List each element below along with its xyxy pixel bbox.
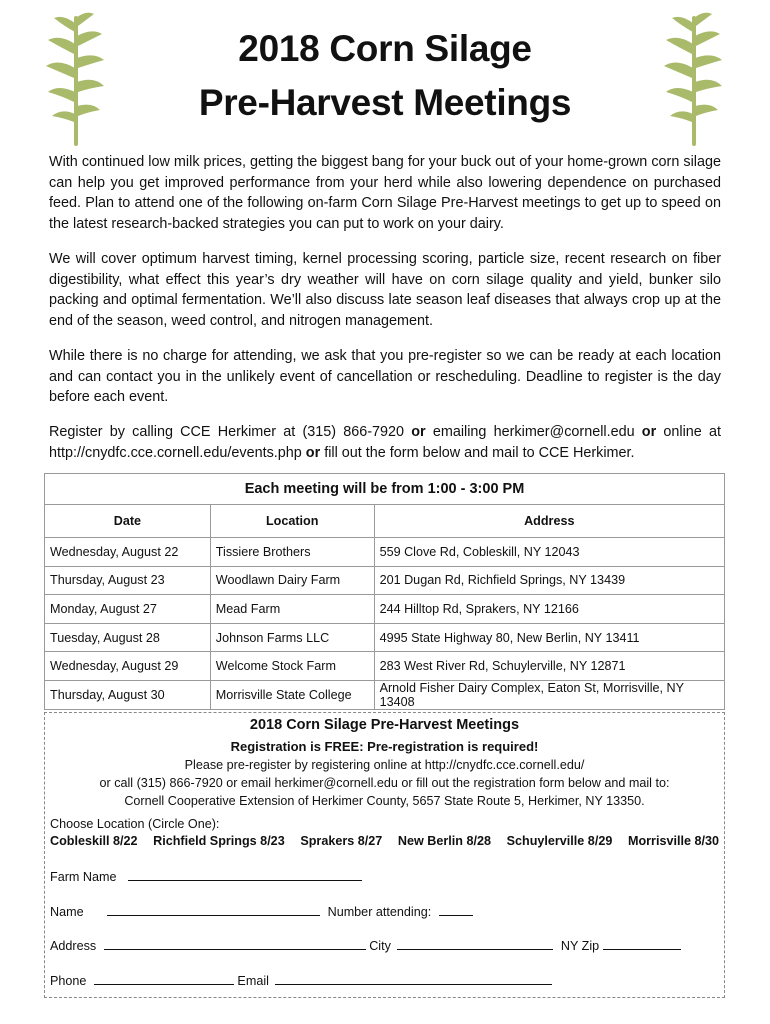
location-option-richfield-springs[interactable]: Richfield Springs 8/23	[153, 834, 285, 848]
location-option-schuylerville[interactable]: Schuylerville 8/29	[506, 834, 613, 848]
cell-date: Monday, August 27	[45, 595, 211, 624]
register-text-1: Register by calling CCE Herkimer at (315) 866-7920	[49, 424, 412, 440]
location-option-new-berlin[interactable]: New Berlin 8/28	[397, 834, 491, 848]
farm-name-label: Farm Name	[50, 870, 117, 884]
topics-paragraph: We will cover optimum harvest timing, kernel processing scoring, particle size, recent research on fiber digestibility, what effect this year’s dry weather will have on corn silage quality and yield, bunker silo packing and optimal fermentation. We’ll also discuss late season leaf diseases that always crop up at the end of the season, weed control, and nitrogen management.	[49, 251, 721, 329]
number-attending-label: Number attending:	[327, 905, 432, 919]
cell-address: 244 Hilltop Rd, Sprakers, NY 12166	[374, 595, 724, 624]
phone-label: Phone	[50, 974, 87, 988]
register-text-4: fill out the form below and mail to CCE Herkimer.	[320, 444, 635, 461]
name-field[interactable]	[107, 904, 320, 916]
cell-location: Johnson Farms LLC	[210, 623, 374, 652]
cell-location: Tissiere Brothers	[210, 538, 374, 567]
intro-paragraph: With continued low milk prices, getting the biggest bang for your buck out of your home-grown corn silage can help you get improved performance from your herd while also lowering dependence on purchased feed. Plan to attend one of the following on-farm Corn Silage Pre-Harvest meetings to get up to speed on the latest research-backed strategies you can put to work on your dairy.	[49, 154, 721, 232]
farm-name-row	[50, 869, 362, 884]
name-row	[50, 904, 473, 919]
table-row	[45, 652, 725, 681]
cell-date: Wednesday, August 22	[45, 538, 211, 567]
column-header-location: Location	[210, 505, 374, 538]
registration-title: 2018 Corn Silage Pre-Harvest Meetings	[249, 717, 520, 733]
phone-field[interactable]	[94, 973, 234, 985]
email-field[interactable]	[275, 973, 552, 985]
register-instructions-paragraph	[49, 422, 721, 463]
ny-zip-field[interactable]	[603, 938, 681, 950]
title-line-2: Pre-Harvest Meetings	[198, 82, 572, 123]
location-option-sprakers[interactable]: Sprakers 8/27	[300, 834, 383, 848]
location-options	[50, 834, 719, 848]
registration-subtitle: Registration is FREE: Pre-registration is required!	[230, 739, 539, 754]
or-text: or	[305, 444, 321, 461]
phone-row	[50, 973, 552, 988]
registration-form	[44, 712, 725, 998]
register-text-3: online at http://cnydfc.cce.cornell.edu/events.php	[49, 424, 721, 461]
registration-note-paragraph: While there is no charge for attending, we ask that you pre-register so we can be ready at each location and can contact you in the unlikely event of cancellation or rescheduling. Deadline to register is the day before each event.	[49, 348, 721, 406]
registration-online-line: Please pre-register by registering online at http://cnydfc.cce.cornell.edu/	[184, 758, 585, 772]
table-row	[45, 623, 725, 652]
email-label: Email	[237, 974, 269, 988]
cell-date: Tuesday, August 28	[45, 623, 211, 652]
choose-location-label: Choose Location (Circle One):	[50, 817, 220, 831]
cell-address: 4995 State Highway 80, New Berlin, NY 13411	[374, 623, 724, 652]
city-label: City	[369, 939, 391, 953]
ny-zip-label: NY Zip	[560, 939, 600, 953]
or-text: or	[641, 424, 657, 440]
registration-mail-address: Cornell Cooperative Extension of Herkimer County, 5657 State Route 5, Herkimer, NY 13350.	[124, 794, 645, 808]
column-header-address: Address	[374, 505, 724, 538]
location-option-morrisville[interactable]: Morrisville 8/30	[627, 834, 719, 848]
column-header-date: Date	[45, 505, 211, 538]
cell-address: 283 West River Rd, Schuylerville, NY 12871	[374, 652, 724, 681]
name-label: Name	[50, 905, 84, 919]
cell-location: Mead Farm	[210, 595, 374, 624]
table-row	[45, 566, 725, 595]
meeting-schedule-table	[44, 473, 725, 710]
cell-address: 559 Clove Rd, Cobleskill, NY 12043	[374, 538, 724, 567]
cell-date: Thursday, August 30	[45, 680, 211, 709]
cell-location: Morrisville State College	[210, 680, 374, 709]
title-line-1: 2018 Corn Silage	[238, 28, 532, 69]
table-row	[45, 538, 725, 567]
cell-date: Thursday, August 23	[45, 566, 211, 595]
city-field[interactable]	[397, 938, 553, 950]
address-field[interactable]	[104, 938, 366, 950]
cell-address: 201 Dugan Rd, Richfield Springs, NY 13439	[374, 566, 724, 595]
cell-location: Welcome Stock Farm	[210, 652, 374, 681]
registration-contact-line: or call (315) 866-7920 or email herkimer@cornell.edu or fill out the registration form below and mail to:	[99, 776, 670, 790]
farm-name-field[interactable]	[128, 869, 362, 881]
or-text: or	[411, 424, 426, 440]
address-label: Address	[50, 939, 97, 953]
address-row	[50, 938, 681, 953]
register-text-2: emailing herkimer@cornell.edu	[425, 424, 642, 440]
cell-date: Wednesday, August 29	[45, 652, 211, 681]
table-row	[45, 595, 725, 624]
cell-location: Woodlawn Dairy Farm	[210, 566, 374, 595]
cell-address: Arnold Fisher Dairy Complex, Eaton St, Morrisville, NY 13408	[374, 680, 724, 709]
number-attending-field[interactable]	[439, 904, 473, 916]
schedule-caption: Each meeting will be from 1:00 - 3:00 PM	[45, 474, 725, 505]
location-option-cobleskill[interactable]: Cobleskill 8/22	[50, 834, 138, 848]
page-title	[0, 22, 770, 130]
table-row	[45, 680, 725, 709]
